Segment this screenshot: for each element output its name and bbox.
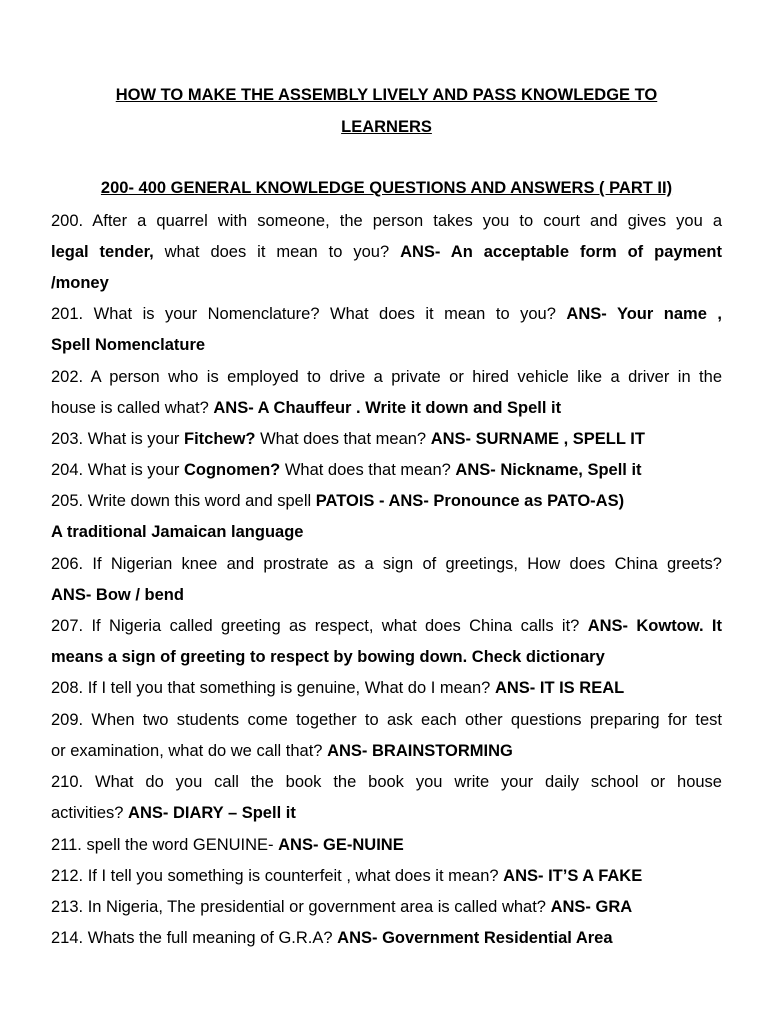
question-207-text: 207. If Nigeria called greeting as respect, what does China calls it? — [51, 617, 588, 635]
answer-201-continued: Spell Nomenclature — [51, 336, 206, 354]
subtitle-number: 200 — [100, 179, 129, 197]
answer-200-continued: /money — [51, 274, 109, 292]
question-210-text: activities? — [51, 804, 129, 822]
answer-203: ANS- SURNAME , SPELL IT — [430, 430, 645, 448]
question-200-line-2 — [51, 237, 722, 268]
question-204-term: Cognomen? — [183, 461, 281, 479]
answer-214: ANS- Government Residential Area — [337, 929, 613, 947]
question-202-line-1: 202. A person who is employed to drive a private or hired vehicle like a driver in the — [51, 368, 722, 386]
question-205-line-1 — [51, 486, 722, 517]
question-209-text: or examination, what do we call that? — [51, 742, 328, 760]
question-208-text: 208. If I tell you that something is genuine, What do I mean? — [51, 679, 495, 697]
question-201-line-1 — [51, 299, 722, 330]
answer-211: ANS- GE-NUINE — [278, 836, 404, 854]
answer-206: ANS- Bow / bend — [51, 586, 184, 604]
answer-207-continued: means a sign of greeting to respect by bowing down. Check dictionary — [51, 648, 605, 666]
question-201-text: 201. What is your Nomenclature? What does it mean to you? — [51, 305, 567, 323]
question-200-text: what does it mean to you? — [153, 243, 401, 261]
question-208 — [51, 673, 722, 704]
question-210-line-2 — [51, 798, 722, 829]
answer-202: ANS- A Chauffeur . Write it down and Spell it — [213, 399, 562, 417]
answer-213: ANS- GRA — [550, 898, 633, 916]
answer-205-continued: A traditional Jamaican language — [51, 523, 304, 541]
question-205-text: 205. Write down this word and spell — [51, 492, 316, 510]
answer-200: ANS- An acceptable form of payment — [400, 243, 722, 261]
question-214 — [51, 923, 722, 954]
question-204-text-2: What does that mean? — [280, 461, 456, 479]
answer-207: ANS- Kowtow. It — [587, 617, 722, 635]
answer-209: ANS- BRAINSTORMING — [327, 742, 513, 760]
question-203-term: Fitchew? — [183, 430, 256, 448]
section-subtitle — [51, 179, 722, 198]
question-204-text: 204. What is your — [51, 461, 184, 479]
question-203 — [51, 424, 722, 455]
subtitle-text: - 400 GENERAL KNOWLEDGE QUESTIONS AND ANSWERS ( PART II) — [128, 179, 673, 197]
question-209-line-1: 209. When two students come together to ask each other questions preparing for test — [51, 711, 722, 729]
answer-210: ANS- DIARY – Spell it — [128, 804, 296, 822]
answer-201: ANS- Your name , — [566, 305, 722, 323]
question-203-text: 203. What is your — [51, 430, 184, 448]
answer-204: ANS- Nickname, Spell it — [455, 461, 642, 479]
question-213 — [51, 892, 722, 923]
question-212 — [51, 861, 722, 892]
question-206-line-1: 206. If Nigerian knee and prostrate as a sign of greetings, How does China greets? — [51, 555, 722, 573]
question-202-line-2 — [51, 393, 722, 424]
question-204 — [51, 455, 722, 486]
answer-212: ANS- IT’S A FAKE — [503, 867, 643, 885]
question-211-text: 211. spell the word GENUINE- — [51, 836, 279, 854]
question-200-term: legal tender, — [51, 243, 154, 261]
answer-205: PATOIS - ANS- Pronounce as PATO-AS) — [315, 492, 625, 510]
question-203-text-2: What does that mean? — [255, 430, 431, 448]
question-210-line-1: 210. What do you call the book the book you write your daily school or house — [51, 773, 722, 791]
question-202-text: house is called what? — [51, 399, 214, 417]
question-211 — [51, 830, 722, 861]
answer-208: ANS- IT IS REAL — [494, 679, 625, 697]
question-212-text: 212. If I tell you something is counterfeit , what does it mean? — [51, 867, 504, 885]
question-200-line-1: 200. After a quarrel with someone, the person takes you to court and gives you a — [51, 212, 722, 230]
document-title-line-1: HOW TO MAKE THE ASSEMBLY LIVELY AND PASS KNOWLEDGE TO — [115, 86, 658, 104]
question-207-line-1 — [51, 611, 722, 642]
document-title-line-2: LEARNERS — [341, 118, 432, 136]
question-213-text: 213. In Nigeria, The presidential or government area is called what? — [51, 898, 551, 916]
question-209-line-2 — [51, 736, 722, 767]
question-214-text: 214. Whats the full meaning of G.R.A? — [51, 929, 338, 947]
